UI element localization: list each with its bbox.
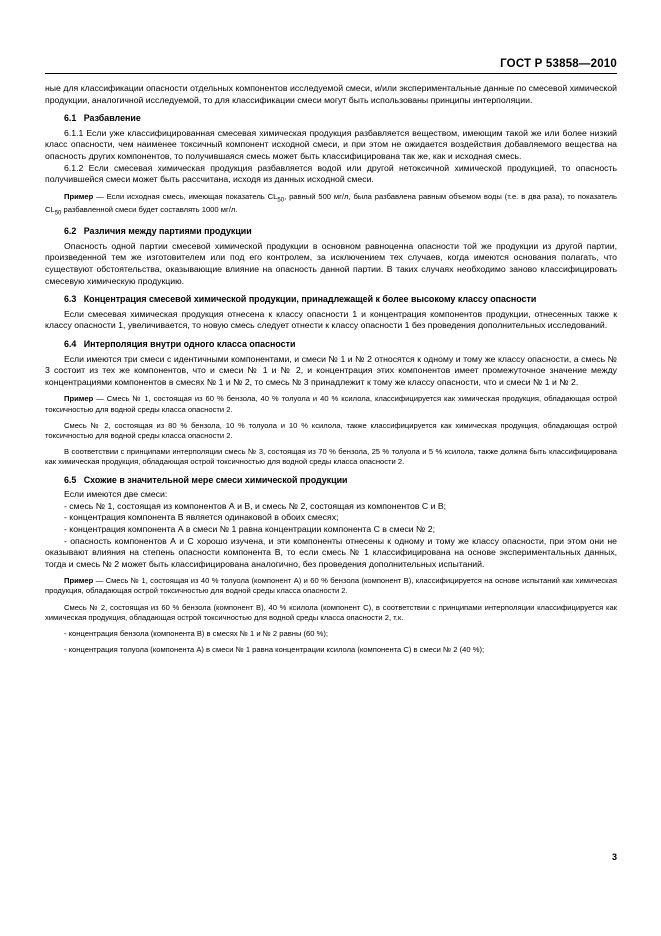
clause-heading-6-5: [45, 475, 617, 487]
clause-title-6-3: Концентрация смесевой химической продукции, принадлежащей к более высокому классу опасности: [83, 294, 537, 305]
example-6-5: [45, 576, 617, 596]
page-content: [45, 58, 617, 661]
example-6-5-cont-3: - концентрация толуола (компонента А) в смеси № 1 равна концентрации ксилола (компонента С) в смеси № 2 (40 %);: [64, 645, 485, 655]
clause-title-6-1: Разбавление: [83, 113, 141, 124]
example-6-5-cont-1: Смесь № 2, состоящая из 60 % бензола (компонент В), 40 % ксилола (компонент С), в соответствии с принципами интерполяции классифицируется как химическая продукция, обладающая острой токсичностью для водной среды класса опасности 2, т.к.: [45, 602, 617, 622]
clause-title-6-4: Интерполяция внутри одного класса опасности: [83, 338, 296, 349]
paragraph-6-5-intro: Если имеются две смеси:: [64, 489, 168, 500]
paragraph-6-1-2: 6.1.2 Если смесевая химическая продукция разбавляется водой или другой нетоксичной химической продукцией, то опасность получившейся смеси может быть рассчитана, исходя из данных исходной смеси.: [45, 162, 617, 185]
clause-heading-6-2: [45, 226, 617, 238]
page-header: ГОСТ Р 53858—2010: [500, 58, 617, 70]
example-text-6-4: — Смесь № 1, состоящая из 60 % бензола, 40 % толуола и 40 % ксилола, классифицируется как химическая продукция, обладающая острой токсичностью для водной среды класса опасности 2.: [45, 394, 617, 414]
paragraph-6-1-1: 6.1.1 Если уже классифицированная смесевая химическая продукция разбавляется веществом, имеющим такой же или более низкий класс опасности, чем наименее токсичный компонент исходной смеси, и при этом не ожидается воздействия добавляемого вещества на опасность других компонентов, то получившаяся смесь может быть классифицирована так же, как и исходная смесь.: [45, 127, 617, 161]
clause-heading-6-1: [45, 113, 617, 125]
clause-title-6-5: Схожие в значительной мере смеси химической продукции: [83, 474, 348, 485]
list-item-6-5-3: - концентрация компонента А в смеси № 1 равна концентрации компонента С в смеси № 2;: [64, 523, 436, 534]
clause-number-6-2: 6.2: [64, 226, 77, 237]
clause-number-6-5: 6.5: [64, 474, 77, 485]
page-number: 3: [611, 852, 617, 862]
paragraph-6-3-1: Если смесевая химическая продукция отнесена к классу опасности 1 и концентрация компонентов продукции, отнесенных также к классу опасности 1, увеличивается, то новую смесь следует отнести к классу опасности 1 без проведения дополнительных исследований.: [45, 308, 617, 331]
example-text-6-5: — Смесь № 1, состоящая из 40 % толуола (компонент А) и 60 % бензола (компонент В), классифицируется на основе испытаний как химическая продукция, обладающая острой токсичностью для водной среды класса опасности 2.: [45, 576, 617, 596]
intro-paragraph: ные для классификации опасности отдельных компонентов исследуемой смеси, и/или экспериментальные данные по смесевой химической продукции, аналогичной исследуемой, то для классификации смеси могут быть использованы принципы интерполяции.: [45, 83, 617, 105]
clause-number-6-3: 6.3: [64, 294, 77, 305]
example-6-4: [45, 394, 617, 414]
example-label-6-1: Пример: [64, 191, 94, 201]
header-rule: [45, 73, 617, 74]
example-label-6-4: Пример: [64, 394, 94, 404]
example-text-6-1: — Если исходная смесь, имеющая показатель $CL_{50}$, равный 500 мг/л, была разбавлена равным объемом воды (т.е. в два раза), то показатель $CL_{50}$ разбавленной смеси будет составлять 1000 мг/л.: [45, 191, 617, 217]
clause-number-6-4: 6.4: [64, 338, 77, 349]
example-6-5-cont-2: - концентрация бензола (компонента В) в смесях № 1 и № 2 равны (60 %);: [64, 629, 328, 639]
list-item-6-5-2: - концентрация компонента В является одинаковой в обоих смесях;: [64, 512, 339, 523]
list-item-6-5-1: - смесь № 1, состоящая из компонентов А и В, и смесь № 2, состоящая из компонентов С и В;: [64, 500, 447, 511]
paragraph-6-4-1: Если имеются три смеси с идентичными компонентами, и смеси № 1 и № 2 относятся к одному и тому же классу опасности, а смесь № 3 состоит из тех же компонентов, что и смеси № 1 и № 2, и концентрация этих компонентов имеет промежуточное значение между концентрациями компонентов в смесях № 1 и № 2, то смесь № 3 принадлежит к тому же классу опасности, что и смеси № 1 и № 2.: [45, 353, 617, 387]
example-6-1: [45, 192, 617, 219]
clause-number-6-1: 6.1: [64, 113, 77, 124]
list-item-6-5-4: - опасность компонентов А и С хорошо изучена, и эти компоненты отнесены к одному и тому же классу опасности, при этом они не оказывают влияния на степень опасности компонента В, то если смесь № 1 классифицирована на основе экспериментальных данных, тогда и смесь № 2 может быть классифицирована аналогично, без проведения дополнительных испытаний.: [45, 535, 617, 569]
example-6-4-cont-1: Смесь № 2, состоящая из 80 % бензола, 10 % толуола и 10 % ксилола, также классифицируется как химическая продукция, обладающая острой токсичностью для водной среды класса опасности 2.: [45, 420, 617, 440]
paragraph-6-2-1: Опасность одной партии смесевой химической продукции в основном равноценна опасности той же продукции из другой партии, произведенной тем же изготовителем или под его контролем, за исключением тех случаев, когда имеются основания полагать, что существуют обстоятельства, оказывающие влияние на опасность данной партии. В таких случаях необходимо заново классифицировать смесевую химическую продукцию.: [45, 240, 617, 286]
clause-heading-6-3: [45, 294, 617, 306]
clause-title-6-2: Различия между партиями продукции: [83, 226, 252, 237]
clause-heading-6-4: [45, 339, 617, 351]
example-label-6-5: Пример: [64, 576, 94, 586]
example-6-4-cont-2: В соответствии с принципами интерполяции смесь № 3, состоящая из 70 % бензола, 25 % толуола и 5 % ксилола, также должна быть классифицирована как химическая продукция, обладающая острой токсичностью для водной среды класса опасности 2.: [45, 447, 617, 467]
